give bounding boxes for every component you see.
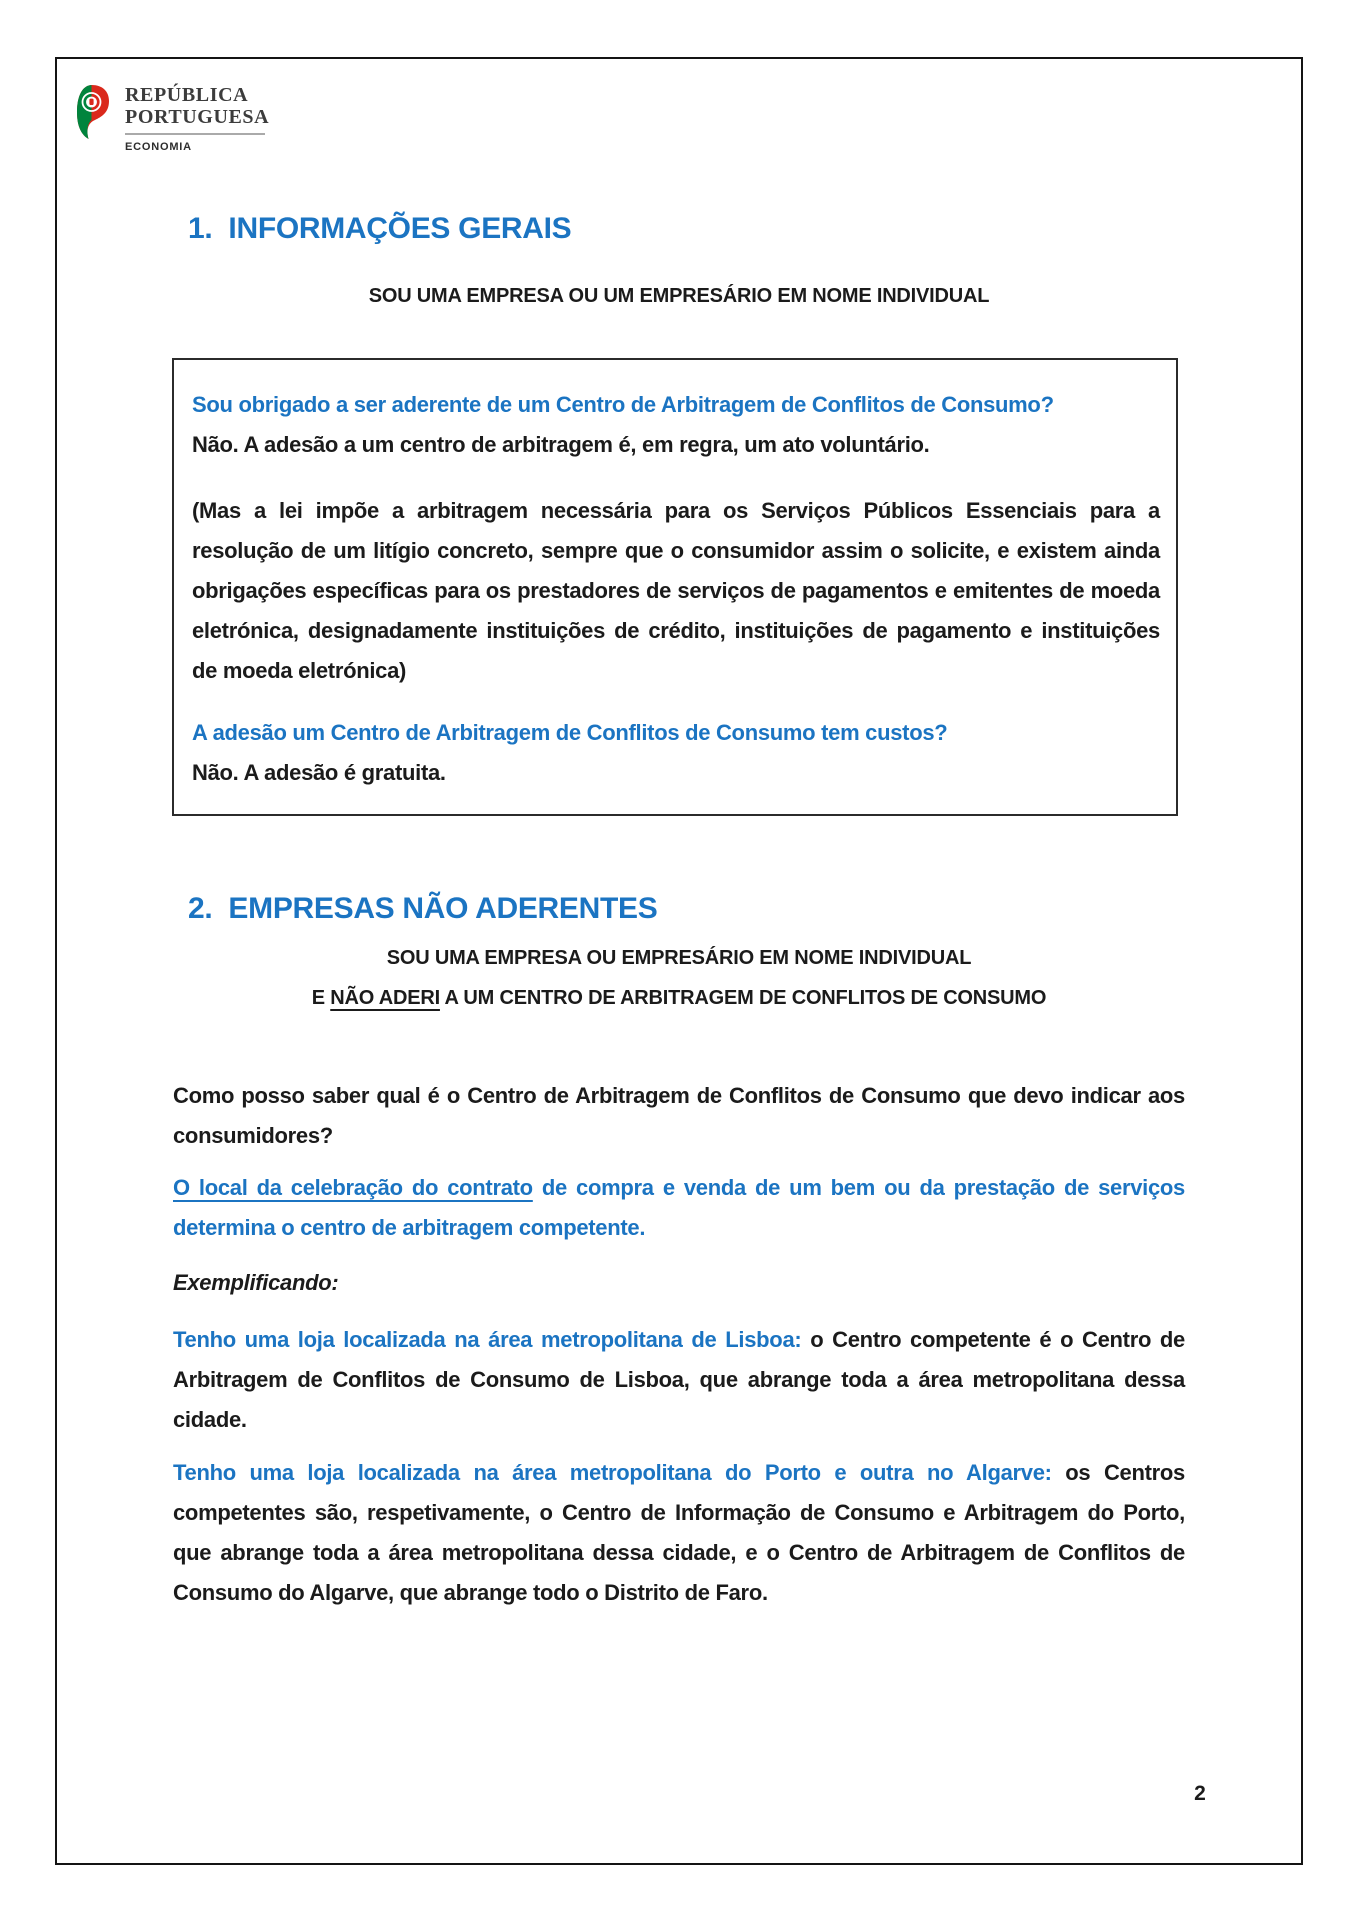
subtitle-line2-prefix: E bbox=[311, 987, 331, 1009]
section2-heading bbox=[188, 889, 657, 929]
subtitle-line2-underlined: NÃO ADERI bbox=[330, 987, 440, 1009]
section2-heading-number: 2. bbox=[188, 892, 213, 926]
box-note: (Mas a lei impõe a arbitragem necessária para os Serviços Públicos Essenciais para a resolução de um litígio concreto, sempre que o consumidor assim o solicite, e existem ainda obrigações específicas para os prestadores de serviços de pagamentos e emitentes de moeda eletrónica, designadamente instituições de crédito, instituições de pagamento e instituições de moeda eletrónica) bbox=[192, 498, 1160, 683]
section2-question: Como posso saber qual é o Centro de Arbitragem de Conflitos de Consumo que devo indicar aos consumidores? bbox=[173, 1083, 1185, 1148]
logo-department: ECONOMIA bbox=[125, 141, 192, 153]
section1-heading-number: 1. bbox=[188, 212, 213, 246]
section2-subtitle bbox=[173, 938, 1185, 1018]
example-2 bbox=[173, 1453, 1185, 1613]
section2-heading-label: EMPRESAS NÃO ADERENTES bbox=[228, 892, 658, 926]
example1-lead: Tenho uma loja localizada na área metropolitana de Lisboa: bbox=[173, 1327, 802, 1352]
logo-wordmark bbox=[125, 84, 269, 153]
example-label: Exemplificando: bbox=[173, 1270, 339, 1295]
republica-portuguesa-logo bbox=[75, 84, 269, 153]
box-answer-2: Não. A adesão é gratuita. bbox=[192, 760, 446, 785]
section2-subtitle-line1: SOU UMA EMPRESA OU EMPRESÁRIO EM NOME INDIVIDUAL bbox=[386, 947, 972, 969]
section2-answer bbox=[173, 1168, 1185, 1248]
example-1 bbox=[173, 1320, 1185, 1440]
section1-heading bbox=[188, 209, 571, 249]
box-spacer bbox=[192, 691, 1160, 713]
page-number: 2 bbox=[1194, 1782, 1206, 1805]
logo-line2: PORTUGUESA bbox=[125, 106, 270, 128]
qa-box bbox=[172, 358, 1178, 816]
box-question-1: Sou obrigado a ser aderente de um Centro de Arbitragem de Conflitos de Consumo? bbox=[192, 392, 1054, 417]
answer-rest: de compra e venda de um bem ou da prestação de serviços determina o centro de arbitragem competente. bbox=[173, 1175, 1185, 1240]
logo-line1: REPÚBLICA bbox=[125, 84, 249, 106]
box-question-2: A adesão um Centro de Arbitragem de Conflitos de Consumo tem custos? bbox=[192, 720, 948, 745]
section1-heading-label: INFORMAÇÕES GERAIS bbox=[228, 212, 572, 246]
answer-underlined-part: O local da celebração do contrato bbox=[173, 1175, 533, 1200]
section1-subtitle: SOU UMA EMPRESA OU UM EMPRESÁRIO EM NOME INDIVIDUAL bbox=[368, 285, 990, 307]
example1-text: o Centro competente é o Centro de Arbitragem de Conflitos de Consumo de Lisboa, que abrange toda a área metropolitana dessa cidade. bbox=[173, 1327, 1185, 1432]
example2-text: os Centros competentes são, respetivamente, o Centro de Informação de Consumo e Arbitragem do Porto, que abrange toda a área metropolitana dessa cidade, e o Centro de Arbitragem de Conflitos de Consumo do Algarve, que abrange todo o Distrito de Faro. bbox=[173, 1460, 1185, 1605]
box-answer-1: Não. A adesão a um centro de arbitragem é, em regra, um ato voluntário. bbox=[192, 432, 930, 457]
subtitle-line2-suffix: A UM CENTRO DE ARBITRAGEM DE CONFLITOS DE CONSUMO bbox=[439, 987, 1047, 1009]
box-spacer bbox=[192, 465, 1160, 491]
example2-lead: Tenho uma loja localizada na área metropolitana do Porto e outra no Algarve: bbox=[173, 1460, 1052, 1485]
portugal-flag-icon bbox=[75, 84, 111, 140]
section2-subtitle-line2 bbox=[173, 978, 1185, 1018]
logo-divider bbox=[125, 133, 265, 135]
